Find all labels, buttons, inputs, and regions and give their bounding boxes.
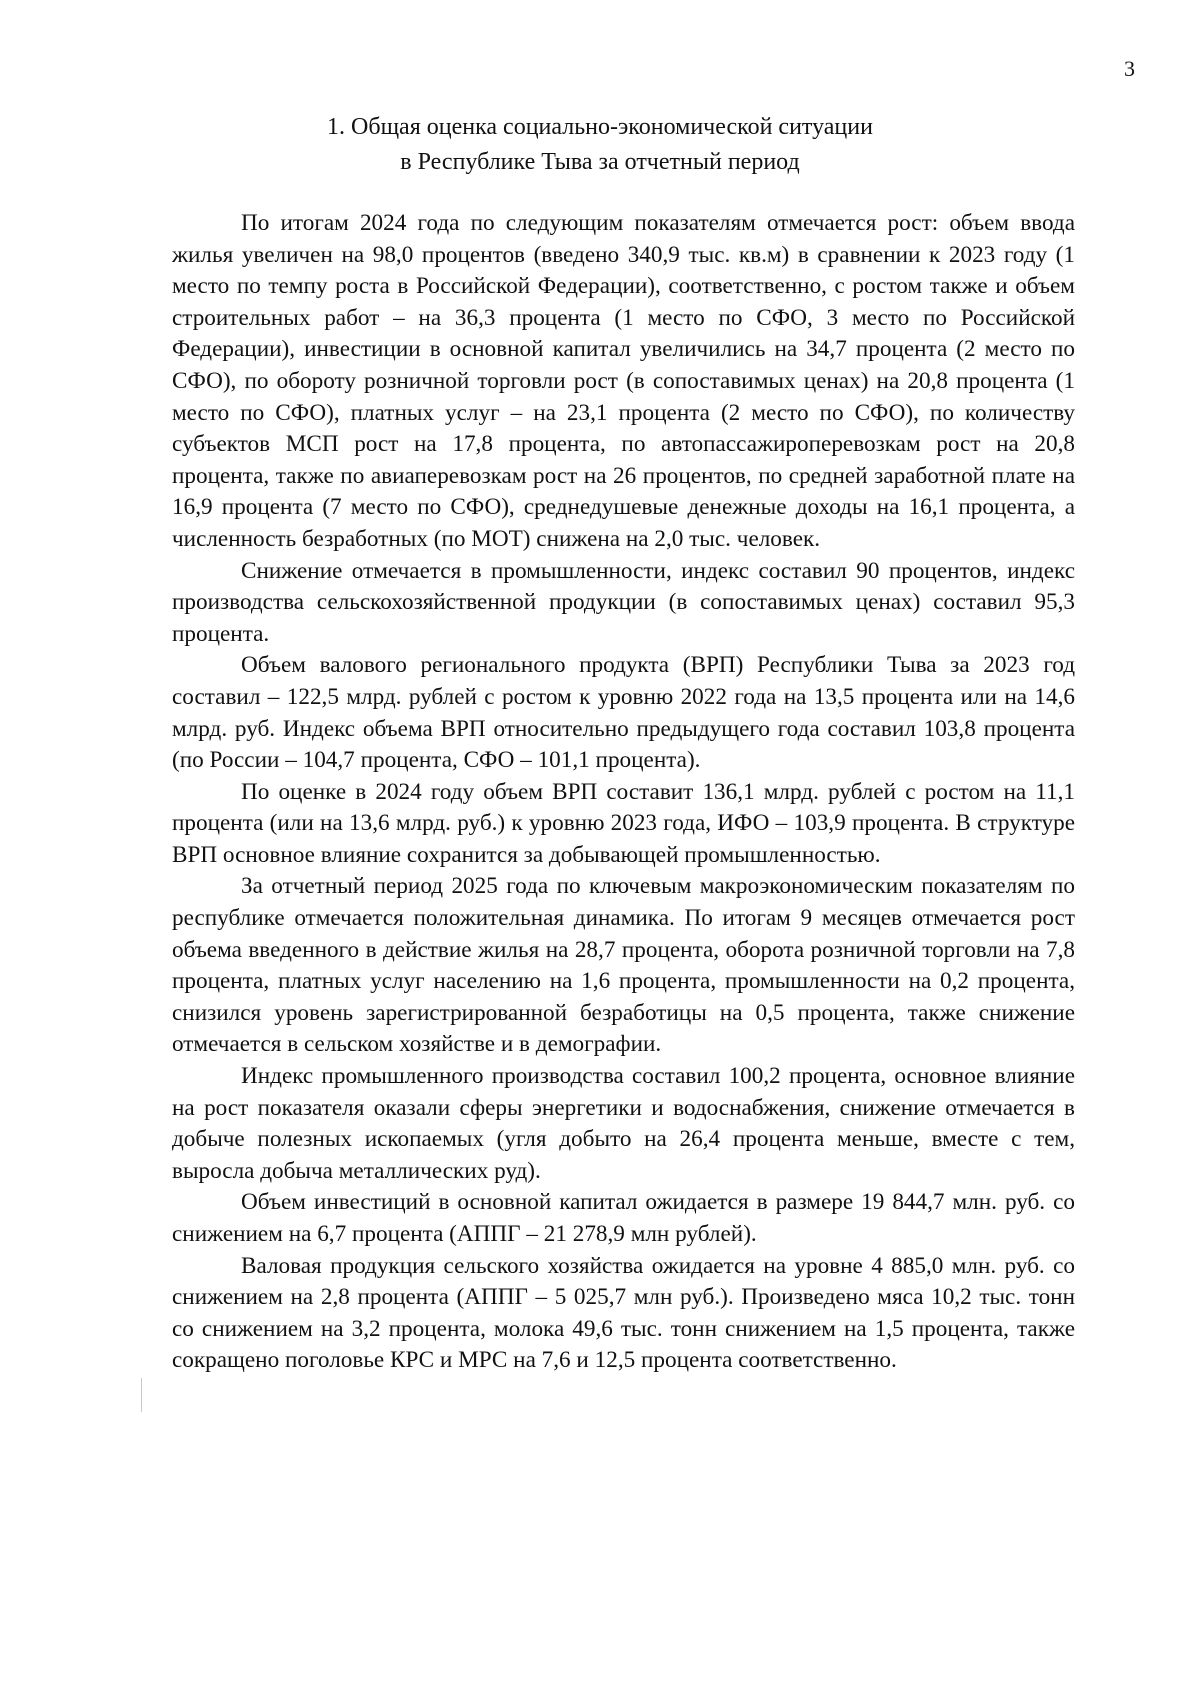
paragraph-investments: Объем инвестиций в основной капитал ожидается в размере 19 844,7 млн. руб. со снижением на 6,7 процента (АППГ – 21 278,9 млн рублей). [172,1189,1075,1247]
section-heading [160,110,1040,180]
section-heading-line-1: 1. Общая оценка социально-экономической ситуации [327,114,873,140]
paragraph-decline: Снижение отмечается в промышленности, индекс составил 90 процентов, индекс производства сельскохозяйственной продукции (в сопоставимых ценах) составил 95,3 процента. [172,557,1075,647]
paragraph-grp-2023: Объем валового регионального продукта (ВРП) Республики Тыва за 2023 год составил – 122,5 млрд. рублей с ростом к уровню 2022 года на 13,5 процента или на 14,6 млрд. руб. Индекс объема ВРП относительно предыдущего года составил 103,8 процента (по России – 104,7 процента, СФО – 101,1 процента). [172,652,1075,774]
section-heading-line-2: в Республике Тыва за отчетный период [400,149,800,175]
paragraph-2025-dynamics: За отчетный период 2025 года по ключевым макроэкономическим показателям по республике отмечается положительная динамика. По итогам 9 месяцев отмечается рост объема введенного в действие жилья на 28,7 процента, оборота розничной торговли на 7,8 процента, платных услуг населению на 1,6 процента, промышленности на 0,2 процента, снизился уровень зарегистрированной безработицы на 0,5 процента, также снижение отмечается в сельском хозяйстве и в демографии. [172,873,1075,1058]
paragraph-agriculture: Валовая продукция сельского хозяйства ожидается на уровне 4 885,0 млн. руб. со снижением на 2,8 процента (АППГ – 5 025,7 млн руб.). Произведено мяса 10,2 тыс. тонн со снижением на 3,2 процента, молока 49,6 тыс. тонн снижением на 1,5 процента, также сокращено поголовье КРС и МРС на 7,6 и 12,5 процента соответственно. [172,1252,1075,1374]
paragraph-industrial-index: Индекс промышленного производства составил 100,2 процента, основное влияние на рост показателя оказали сферы энергетики и водоснабжения, снижение отмечается в добыче полезных ископаемых (угля добыто на 26,4 процента меньше, вместе с тем, выросла добыча металлических руд). [172,1063,1075,1184]
page-number: 3 [1124,56,1135,81]
paragraph-grp-2024-estimate: По оценке в 2024 году объем ВРП составит 136,1 млрд. рублей с ростом на 11,1 процента (или на 13,6 млрд. руб.) к уровню 2023 года, ИФО – 103,9 процента. В структуре ВРП основное влияние сохранится за добывающей промышленностью. [172,778,1075,868]
scan-margin-mark [141,1378,142,1412]
paragraph-2024-growth: По итогам 2024 года по следующим показателям отмечается рост: объем ввода жилья увеличен на 98,0 процентов (введено 340,9 тыс. кв.м) в сравнении к 2023 году (1 место по темпу роста в Российской Федерации), соответственно, с ростом также и объем строительных работ – на 36,3 процента (1 место по СФО, 3 место по Российской Федерации), инвестиции в основной капитал увеличились на 34,7 процента (2 место по СФО), по обороту розничной торговли рост (в сопоставимых ценах) на 20,8 процента (1 место по СФО), платных услуг – на 23,1 процента (2 место по СФО), по количеству субъектов МСП рост на 17,8 процента, по автопассажироперевозкам рост на 20,8 процента, также по авиаперевозкам рост на 26 процентов, по средней заработной плате на 16,9 процента (7 место по СФО), среднедушевые денежные доходы на 16,1 процента, а численность безработных (по МОТ) снижена на 2,0 тыс. человек. [172,210,1075,552]
body-text [172,208,1075,1377]
